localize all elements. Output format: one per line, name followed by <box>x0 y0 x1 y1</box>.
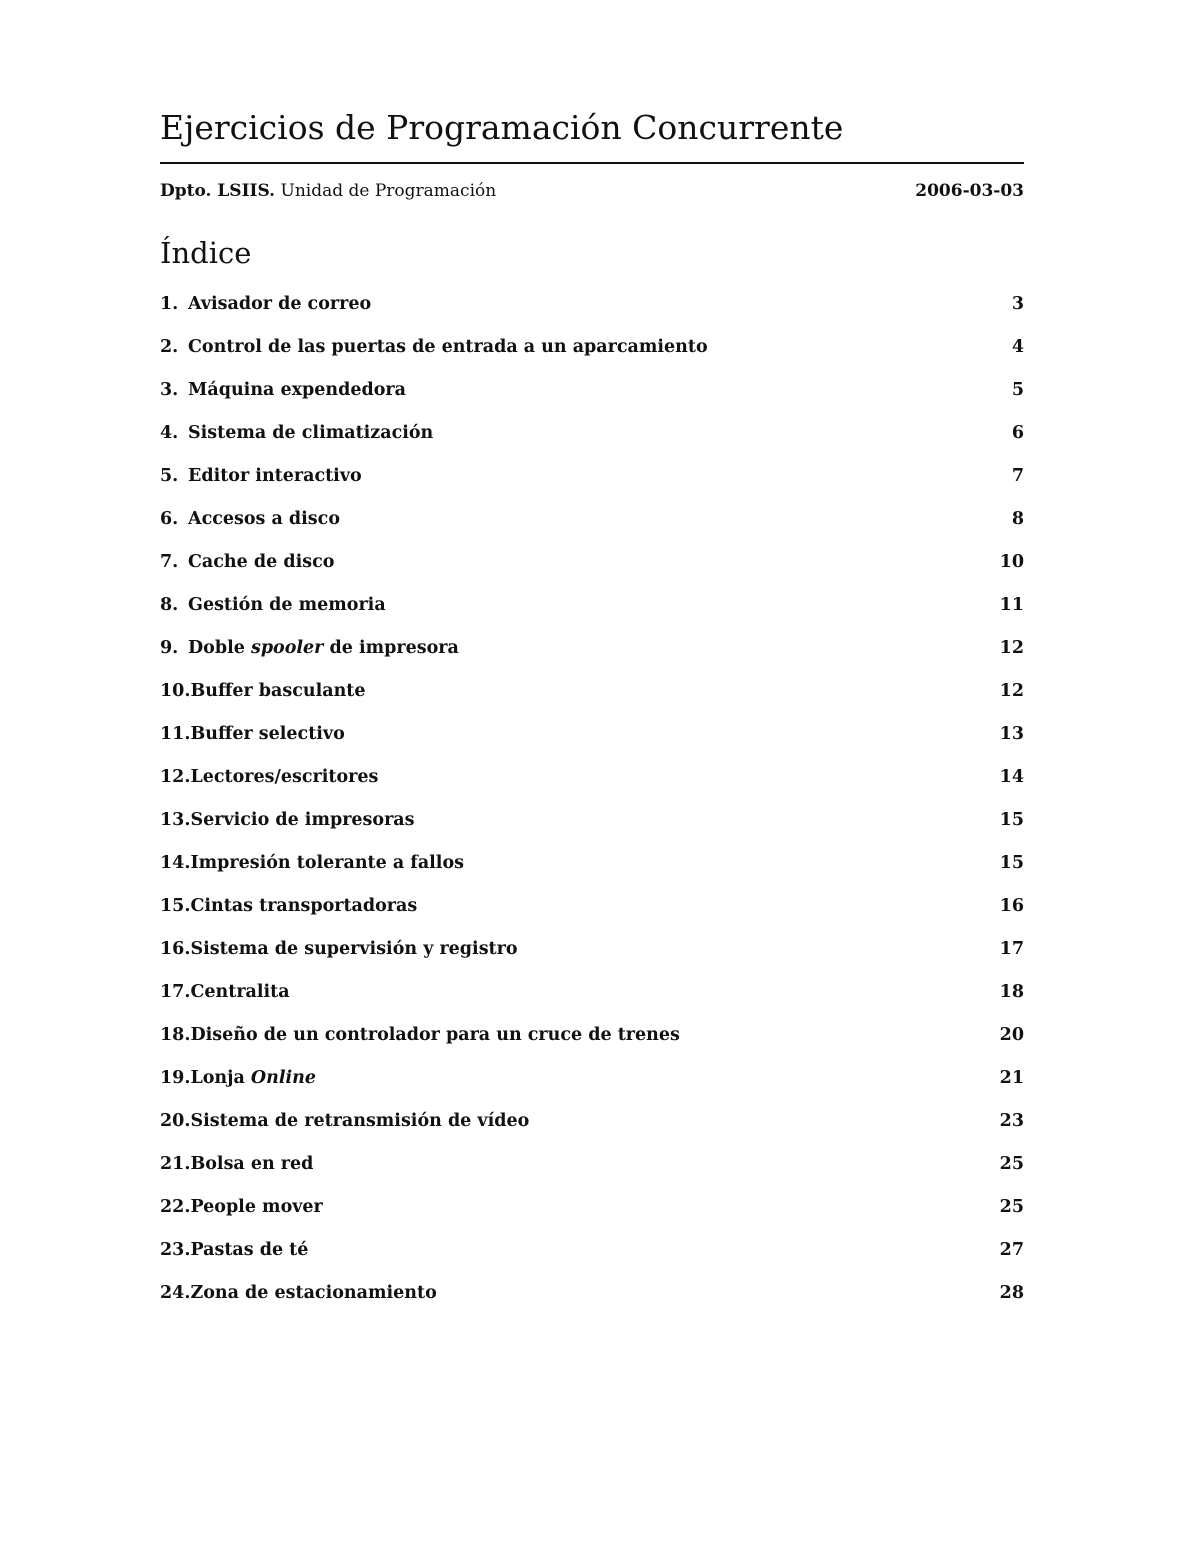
toc-entry-page: 16 <box>999 895 1024 916</box>
toc-entry-title-text: Diseño de un controlador para un cruce de trenes <box>190 1024 680 1045</box>
toc-entry-number: 3. <box>160 379 179 400</box>
toc-entry-title-text: Control de las puertas de entrada a un aparcamiento <box>188 336 708 357</box>
toc-entry-title-text: Doble <box>188 637 251 658</box>
document-meta <box>160 181 1024 201</box>
toc-entry[interactable] <box>160 368 1024 411</box>
department-abbrev: Dpto. LSIIS. <box>160 181 276 201</box>
toc-entry-number: 11. <box>160 723 191 744</box>
toc-entry[interactable] <box>160 411 1024 454</box>
toc-entry-title <box>188 294 371 314</box>
toc-entry[interactable] <box>160 755 1024 798</box>
toc-entry-title <box>190 1240 308 1260</box>
toc-entry-number: 1. <box>160 293 179 314</box>
toc-entry-label <box>160 1068 316 1088</box>
toc-entry-title-text: Zona de estacionamiento <box>190 1282 437 1303</box>
toc-entry-title <box>188 380 406 400</box>
toc-entry-title <box>188 552 334 572</box>
toc-entry-label <box>160 1240 308 1260</box>
toc-entry-page: 17 <box>999 938 1024 959</box>
toc-entry-label <box>160 1025 680 1045</box>
toc-entry-title <box>190 853 464 873</box>
toc-entry-page: 6 <box>1011 422 1024 443</box>
toc-entry-title <box>190 1197 322 1217</box>
toc-entry-title <box>190 1283 436 1303</box>
toc-entry-title-text: Máquina expendedora <box>188 379 406 400</box>
toc-entry-page: 15 <box>999 809 1024 830</box>
toc-entry-label <box>160 423 433 443</box>
toc-entry[interactable] <box>160 1185 1024 1228</box>
toc-entry-label <box>160 767 378 787</box>
toc-entry-title <box>190 982 289 1002</box>
toc-entry[interactable] <box>160 884 1024 927</box>
toc-entry-title <box>188 337 708 357</box>
toc-entry-page: 25 <box>999 1196 1024 1217</box>
toc-entry-title-text: Bolsa en red <box>190 1153 314 1174</box>
toc-entry-title <box>190 896 417 916</box>
toc-entry-title-text: Sistema de climatización <box>188 422 434 443</box>
toc-entry-title-text: Impresión tolerante a fallos <box>190 852 464 873</box>
toc-entry-label <box>160 896 417 916</box>
toc-entry-page: 12 <box>999 680 1024 701</box>
toc-entry-number: 17. <box>160 981 191 1002</box>
toc-entry-number: 24. <box>160 1282 191 1303</box>
toc-entry-title-emphasis: spooler <box>250 637 324 658</box>
toc-entry-number: 19. <box>160 1067 191 1088</box>
toc-entry[interactable] <box>160 583 1024 626</box>
toc-entry[interactable] <box>160 1013 1024 1056</box>
toc-entry-number: 10. <box>160 680 191 701</box>
toc-entry-label <box>160 939 518 959</box>
toc-entry[interactable] <box>160 841 1024 884</box>
toc-entry-title <box>188 595 386 615</box>
toc-entry-title-text: Lectores/escritores <box>190 766 379 787</box>
toc-entry-page: 7 <box>1011 465 1024 486</box>
toc-entry[interactable] <box>160 927 1024 970</box>
toc-entry[interactable] <box>160 1271 1024 1314</box>
toc-entry[interactable] <box>160 454 1024 497</box>
toc-entry-title <box>188 423 433 443</box>
toc-entry-page: 25 <box>999 1153 1024 1174</box>
toc-entry-label <box>160 724 345 744</box>
toc-entry-number: 7. <box>160 551 179 572</box>
toc-entry-title <box>190 681 365 701</box>
toc-entry-number: 8. <box>160 594 179 615</box>
table-of-contents <box>160 282 1024 1314</box>
toc-entry-number: 20. <box>160 1110 191 1131</box>
toc-entry-title-text: Servicio de impresoras <box>190 809 415 830</box>
toc-entry-title-text: Centralita <box>190 981 290 1002</box>
toc-entry-number: 15. <box>160 895 191 916</box>
toc-entry-number: 9. <box>160 637 179 658</box>
toc-entry-number: 2. <box>160 336 179 357</box>
toc-entry-title <box>188 638 459 658</box>
toc-entry-title <box>188 509 340 529</box>
toc-entry-title-text: People mover <box>190 1196 323 1217</box>
toc-entry-page: 20 <box>999 1024 1024 1045</box>
toc-entry-label <box>160 509 340 529</box>
toc-entry-page: 3 <box>1011 293 1024 314</box>
toc-entry-page: 21 <box>999 1067 1024 1088</box>
toc-entry-page: 27 <box>999 1239 1024 1260</box>
toc-entry-title-emphasis: Online <box>250 1067 317 1088</box>
toc-entry-title-text: Buffer selectivo <box>190 723 345 744</box>
toc-entry[interactable] <box>160 1142 1024 1185</box>
toc-entry-number: 12. <box>160 766 191 787</box>
toc-entry-page: 4 <box>1011 336 1024 357</box>
toc-entry-label <box>160 1197 323 1217</box>
title-rule <box>160 162 1024 164</box>
toc-entry-label <box>160 552 334 572</box>
toc-entry-title-text: Sistema de retransmisión de vídeo <box>190 1110 530 1131</box>
toc-entry[interactable] <box>160 970 1024 1013</box>
toc-entry-label <box>160 1154 313 1174</box>
toc-entry-title-text: Gestión de memoria <box>188 594 386 615</box>
toc-entry-label <box>160 380 406 400</box>
toc-entry[interactable] <box>160 1056 1024 1099</box>
toc-entry-page: 18 <box>999 981 1024 1002</box>
toc-entry-page: 23 <box>999 1110 1024 1131</box>
toc-entry-page: 5 <box>1011 379 1024 400</box>
toc-entry-label <box>160 595 386 615</box>
toc-entry-number: 23. <box>160 1239 191 1260</box>
toc-entry-number: 13. <box>160 809 191 830</box>
toc-entry-title-text: Sistema de supervisión y registro <box>190 938 518 959</box>
document-title: Ejercicios de Programación Concurrente <box>160 108 844 147</box>
toc-entry-page: 15 <box>999 852 1024 873</box>
toc-entry-title-text: Pastas de té <box>190 1239 309 1260</box>
toc-entry-page: 12 <box>999 637 1024 658</box>
toc-entry[interactable] <box>160 1099 1024 1142</box>
toc-entry-number: 21. <box>160 1153 191 1174</box>
toc-entry-label <box>160 638 459 658</box>
toc-entry-title-text: Lonja <box>190 1067 251 1088</box>
toc-entry[interactable] <box>160 497 1024 540</box>
toc-entry-title <box>190 767 378 787</box>
toc-entry[interactable] <box>160 798 1024 841</box>
toc-entry-number: 22. <box>160 1196 191 1217</box>
toc-entry-label <box>160 294 371 314</box>
toc-entry-number: 18. <box>160 1024 191 1045</box>
toc-entry[interactable] <box>160 1228 1024 1271</box>
toc-entry[interactable] <box>160 540 1024 583</box>
toc-entry-title <box>190 1068 316 1088</box>
toc-entry-title <box>188 466 362 486</box>
toc-entry-label <box>160 1283 437 1303</box>
toc-entry-label <box>160 853 464 873</box>
toc-entry-page: 8 <box>1011 508 1024 529</box>
toc-entry[interactable] <box>160 712 1024 755</box>
toc-entry-title <box>190 810 414 830</box>
toc-entry-title-text: Avisador de correo <box>188 293 372 314</box>
toc-entry[interactable] <box>160 282 1024 325</box>
toc-entry-title-text: Cintas transportadoras <box>190 895 418 916</box>
index-heading: Índice <box>160 236 252 270</box>
toc-entry-number: 14. <box>160 852 191 873</box>
toc-entry-number: 6. <box>160 508 179 529</box>
toc-entry-title-text: Cache de disco <box>188 551 335 572</box>
toc-entry-page: 28 <box>999 1282 1024 1303</box>
toc-entry-title <box>190 939 517 959</box>
toc-entry[interactable] <box>160 325 1024 368</box>
toc-entry-title <box>190 724 344 744</box>
toc-entry-label <box>160 982 290 1002</box>
toc-entry[interactable] <box>160 626 1024 669</box>
toc-entry-title <box>190 1025 679 1045</box>
toc-entry-number: 5. <box>160 465 179 486</box>
toc-entry-title-suffix: de impresora <box>323 637 459 658</box>
toc-entry-label <box>160 810 414 830</box>
toc-entry-number: 4. <box>160 422 179 443</box>
toc-entry-page: 13 <box>999 723 1024 744</box>
toc-entry-number: 16. <box>160 938 191 959</box>
document-date: 2006-03-03 <box>915 181 1024 201</box>
toc-entry-title-text: Editor interactivo <box>188 465 362 486</box>
department-unit: Unidad de Programación <box>275 181 497 201</box>
toc-entry-page: 14 <box>999 766 1024 787</box>
toc-entry-page: 10 <box>999 551 1024 572</box>
department <box>160 181 496 201</box>
toc-entry-title-text: Buffer basculante <box>190 680 366 701</box>
toc-entry-label <box>160 1111 529 1131</box>
toc-entry-title <box>190 1111 529 1131</box>
toc-entry-label <box>160 466 362 486</box>
toc-entry-page: 11 <box>999 594 1024 615</box>
toc-entry-title <box>190 1154 313 1174</box>
toc-entry[interactable] <box>160 669 1024 712</box>
toc-entry-label <box>160 681 366 701</box>
toc-entry-title-text: Accesos a disco <box>188 508 340 529</box>
toc-entry-label <box>160 337 708 357</box>
